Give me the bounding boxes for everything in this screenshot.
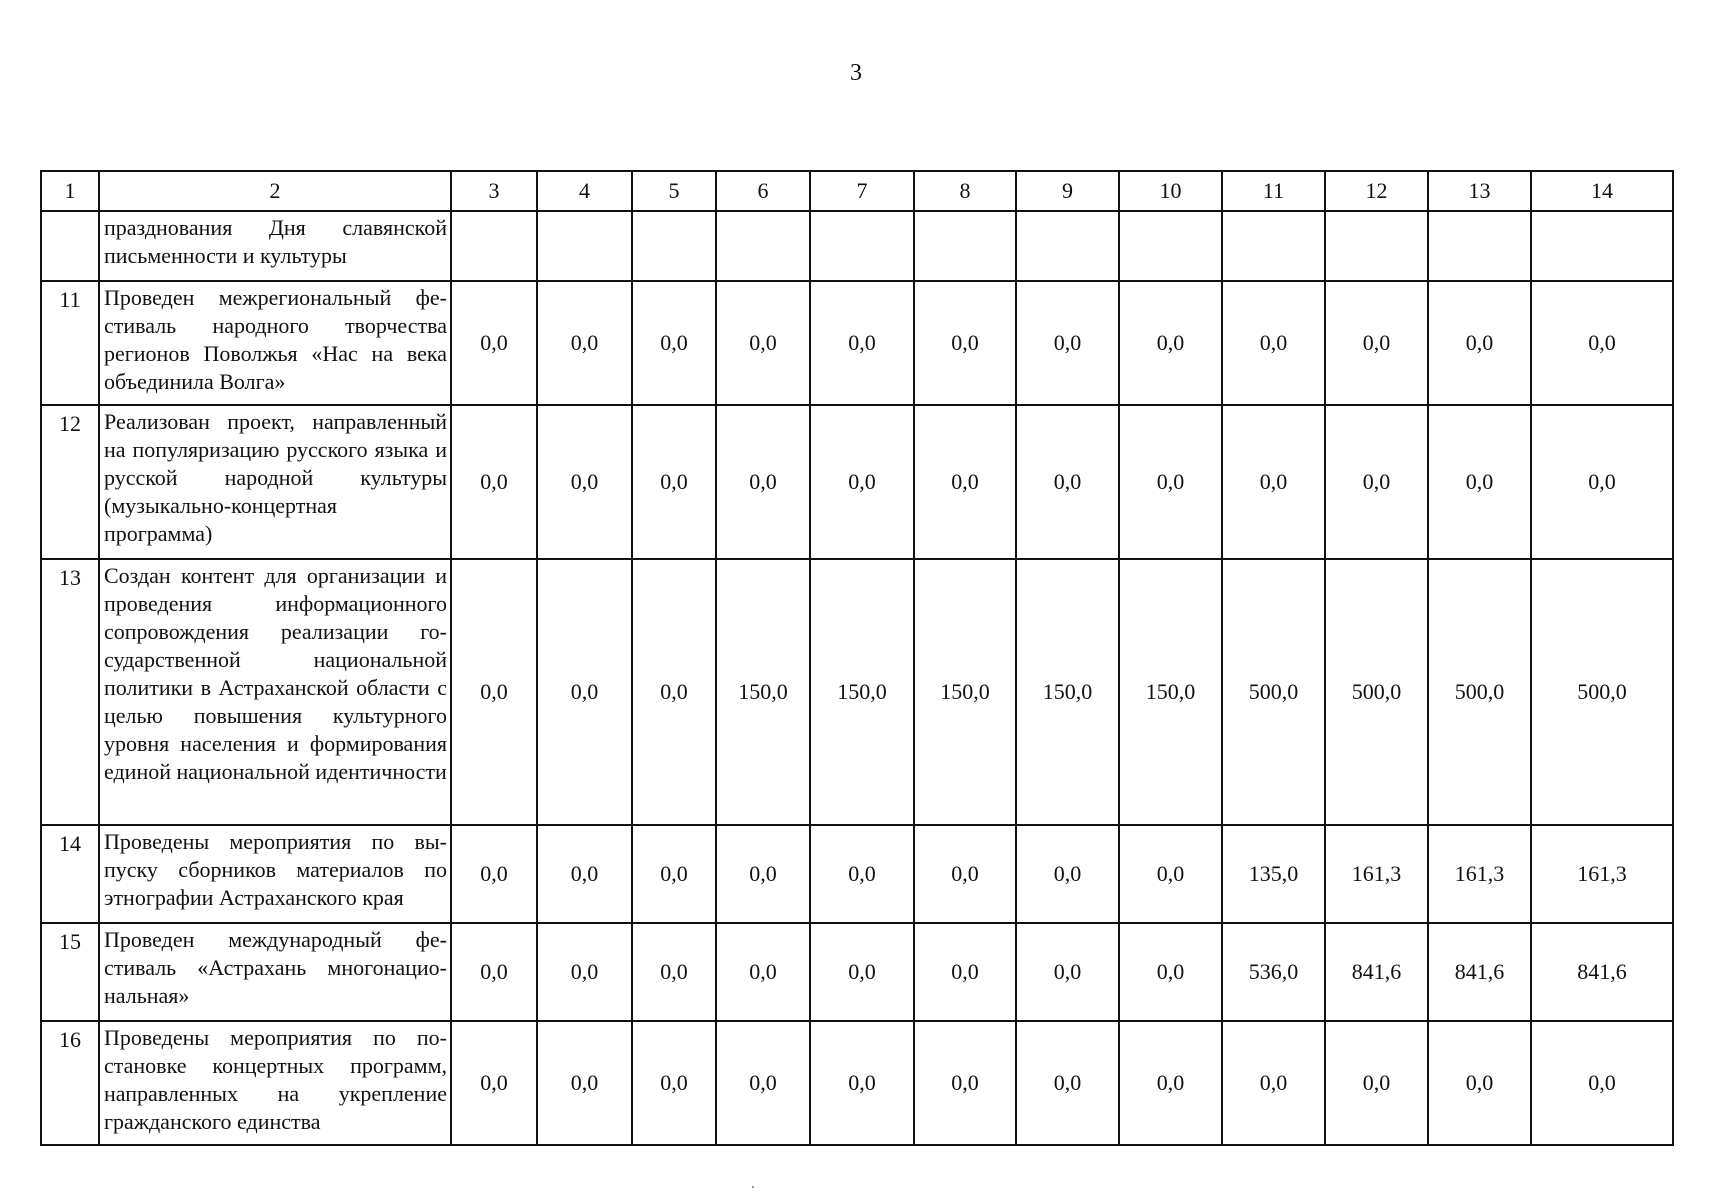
table-row <box>41 1021 1673 1145</box>
column-header: 14 <box>1531 171 1673 211</box>
row-description: Реализован проект, направленный на популяризацию русского языка и русской народной культуры (музыкально-концертная программа) <box>99 405 451 559</box>
row-number: 16 <box>41 1021 99 1145</box>
row-description: Проведены мероприятия по постановке концертных программ, направленных на укрепление гражданского единства <box>99 1021 451 1145</box>
value-cell: 0,0 <box>632 405 716 559</box>
value-cell: 0,0 <box>537 281 632 405</box>
value-cell: 0,0 <box>914 281 1016 405</box>
column-header: 6 <box>716 171 810 211</box>
value-cell <box>632 211 716 281</box>
value-cell: 0,0 <box>1428 281 1531 405</box>
value-cell: 0,0 <box>632 281 716 405</box>
column-header: 12 <box>1325 171 1428 211</box>
value-cell: 0,0 <box>914 1021 1016 1145</box>
value-cell: 0,0 <box>914 405 1016 559</box>
row-description: Проведен межрегиональный фестиваль народного творчества регионов Поволжья «Нас на века объединила Волга» <box>99 281 451 405</box>
value-cell: 0,0 <box>451 559 537 825</box>
value-cell: 0,0 <box>537 1021 632 1145</box>
value-cell <box>914 211 1016 281</box>
value-cell: 0,0 <box>451 281 537 405</box>
value-cell: 0,0 <box>537 923 632 1021</box>
column-header: 11 <box>1222 171 1325 211</box>
value-cell: 150,0 <box>1016 559 1119 825</box>
scan-speck <box>752 1186 754 1188</box>
value-cell: 0,0 <box>1325 1021 1428 1145</box>
value-cell: 536,0 <box>1222 923 1325 1021</box>
value-cell: 841,6 <box>1325 923 1428 1021</box>
value-cell: 0,0 <box>716 1021 810 1145</box>
row-description: Создан контент для организации и проведения информационного сопровождения реализации государственной национальной политики в Астраханской области с целью повышения культурного уровня населения и формирования единой национальной идентичности <box>99 559 451 825</box>
value-cell: 0,0 <box>632 923 716 1021</box>
value-cell: 0,0 <box>1222 281 1325 405</box>
value-cell: 0,0 <box>810 825 914 923</box>
value-cell: 0,0 <box>716 405 810 559</box>
value-cell: 0,0 <box>537 559 632 825</box>
value-cell: 150,0 <box>914 559 1016 825</box>
value-cell <box>1119 211 1222 281</box>
value-cell: 500,0 <box>1428 559 1531 825</box>
value-cell: 0,0 <box>1428 405 1531 559</box>
value-cell: 0,0 <box>1119 923 1222 1021</box>
value-cell: 0,0 <box>1222 1021 1325 1145</box>
value-cell: 0,0 <box>1016 405 1119 559</box>
table-row <box>41 825 1673 923</box>
value-cell: 500,0 <box>1325 559 1428 825</box>
value-cell: 0,0 <box>1016 825 1119 923</box>
value-cell <box>1016 211 1119 281</box>
value-cell: 500,0 <box>1531 559 1673 825</box>
value-cell: 0,0 <box>537 405 632 559</box>
column-header: 4 <box>537 171 632 211</box>
value-cell <box>716 211 810 281</box>
table-row <box>41 405 1673 559</box>
column-header: 2 <box>99 171 451 211</box>
row-number <box>41 211 99 281</box>
value-cell: 150,0 <box>810 559 914 825</box>
value-cell: 0,0 <box>1531 1021 1673 1145</box>
column-header: 13 <box>1428 171 1531 211</box>
value-cell: 0,0 <box>716 281 810 405</box>
value-cell <box>810 211 914 281</box>
value-cell: 0,0 <box>632 825 716 923</box>
row-number: 12 <box>41 405 99 559</box>
value-cell: 0,0 <box>1016 1021 1119 1145</box>
value-cell <box>537 211 632 281</box>
value-cell <box>451 211 537 281</box>
value-cell: 0,0 <box>914 825 1016 923</box>
value-cell: 0,0 <box>1222 405 1325 559</box>
value-cell: 0,0 <box>1325 281 1428 405</box>
value-cell: 0,0 <box>1428 1021 1531 1145</box>
value-cell: 0,0 <box>537 825 632 923</box>
value-cell: 150,0 <box>1119 559 1222 825</box>
value-cell: 841,6 <box>1428 923 1531 1021</box>
value-cell: 0,0 <box>810 405 914 559</box>
value-cell: 0,0 <box>716 825 810 923</box>
row-description: Проведен международный фестиваль «Астрахань многонациональная» <box>99 923 451 1021</box>
row-number: 13 <box>41 559 99 825</box>
value-cell: 0,0 <box>810 281 914 405</box>
value-cell: 0,0 <box>451 1021 537 1145</box>
value-cell: 161,3 <box>1531 825 1673 923</box>
value-cell <box>1531 211 1673 281</box>
value-cell: 0,0 <box>632 1021 716 1145</box>
value-cell <box>1325 211 1428 281</box>
value-cell: 161,3 <box>1325 825 1428 923</box>
value-cell: 0,0 <box>914 923 1016 1021</box>
column-header: 1 <box>41 171 99 211</box>
value-cell: 135,0 <box>1222 825 1325 923</box>
value-cell: 0,0 <box>810 1021 914 1145</box>
column-header: 9 <box>1016 171 1119 211</box>
value-cell <box>1222 211 1325 281</box>
row-number: 11 <box>41 281 99 405</box>
row-description: Проведены мероприятия по выпуску сборников материалов по этнографии Астраханского края <box>99 825 451 923</box>
value-cell: 0,0 <box>1119 405 1222 559</box>
value-cell: 0,0 <box>1119 281 1222 405</box>
value-cell: 0,0 <box>1119 1021 1222 1145</box>
header-row <box>41 171 1673 211</box>
value-cell: 0,0 <box>1531 405 1673 559</box>
column-header: 8 <box>914 171 1016 211</box>
value-cell: 0,0 <box>632 559 716 825</box>
table-row <box>41 559 1673 825</box>
value-cell: 500,0 <box>1222 559 1325 825</box>
row-number: 14 <box>41 825 99 923</box>
value-cell: 0,0 <box>1325 405 1428 559</box>
value-cell <box>1428 211 1531 281</box>
column-header: 7 <box>810 171 914 211</box>
value-cell: 0,0 <box>810 923 914 1021</box>
row-description: празднования Дня славянской письменности и культуры <box>99 211 451 281</box>
document-table-container <box>40 170 1672 1146</box>
value-cell: 0,0 <box>1119 825 1222 923</box>
table-row <box>41 211 1673 281</box>
value-cell: 150,0 <box>716 559 810 825</box>
value-cell: 0,0 <box>1531 281 1673 405</box>
value-cell: 0,0 <box>1016 923 1119 1021</box>
value-cell: 0,0 <box>1016 281 1119 405</box>
value-cell: 0,0 <box>451 923 537 1021</box>
column-header: 10 <box>1119 171 1222 211</box>
budget-table <box>40 170 1674 1146</box>
row-number: 15 <box>41 923 99 1021</box>
value-cell: 0,0 <box>451 825 537 923</box>
value-cell: 0,0 <box>451 405 537 559</box>
page-number: 3 <box>850 60 862 86</box>
value-cell: 0,0 <box>716 923 810 1021</box>
value-cell: 841,6 <box>1531 923 1673 1021</box>
column-header: 3 <box>451 171 537 211</box>
value-cell: 161,3 <box>1428 825 1531 923</box>
column-header: 5 <box>632 171 716 211</box>
table-row <box>41 923 1673 1021</box>
table-row <box>41 281 1673 405</box>
